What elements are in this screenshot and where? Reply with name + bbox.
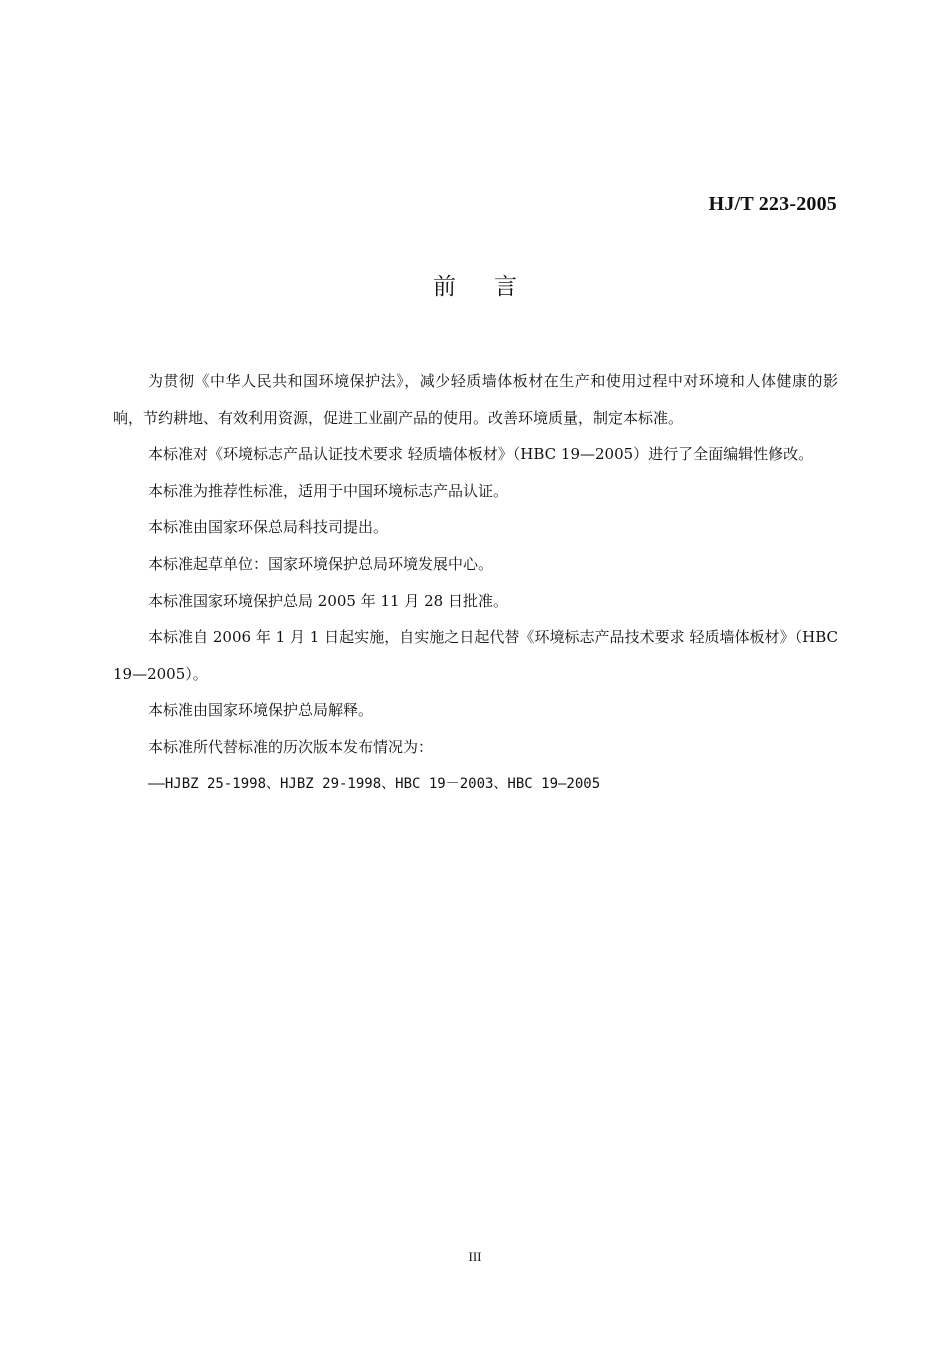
foreword-body bbox=[113, 363, 838, 802]
paragraph-purpose: 为贯彻《中华人民共和国环境保护法》，减少轻质墙体板材在生产和使用过程中对环境和人体健康的影响，节约耕地、有效利用资源，促进工业副产品的使用。改善环境质量，制定本标准。 bbox=[113, 372, 838, 427]
standard-code: HJ/T 223-2005 bbox=[708, 193, 837, 215]
paragraph-revision: 本标准对《环境标志产品认证技术要求 轻质墙体板材》（HBC 19—2005）进行了全面编辑性修改。 bbox=[148, 445, 814, 464]
paragraph-interpretation: 本标准由国家环境保护总局解释。 bbox=[148, 701, 374, 720]
page-number: III bbox=[468, 1249, 482, 1264]
paragraph-history-list: ——HJBZ 25-1998、HJBZ 29-1998、HBC 19－2003、HBC 19—2005 bbox=[148, 775, 601, 792]
paragraph-scope: 本标准为推荐性标准，适用于中国环境标志产品认证。 bbox=[148, 481, 509, 500]
paragraph-approval: 本标准国家环境保护总局 2005 年 11 月 28 日批准。 bbox=[148, 591, 508, 610]
paragraph-drafter: 本标准起草单位：国家环境保护总局环境发展中心。 bbox=[148, 554, 494, 573]
paragraph-proposer: 本标准由国家环保总局科技司提出。 bbox=[148, 518, 389, 537]
paragraph-history-intro: 本标准所代替标准的历次版本发布情况为： bbox=[148, 737, 434, 756]
paragraph-implementation: 本标准自 2006 年 1 月 1 日起实施，自实施之日起代替《环境标志产品技术要求 轻质墙体板材》（HBC 19—2005）。 bbox=[113, 628, 838, 683]
page-title: 前言 bbox=[433, 274, 555, 300]
